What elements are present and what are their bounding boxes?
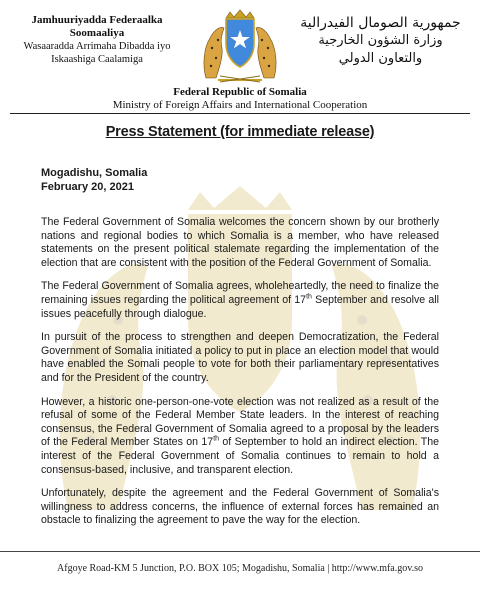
- paragraph-5: Unfortunately, despite the agreement and the Federal Government of Somalia's willingness to address concerns, the influence of external forces has remained an obstacle to finalizing the agreement to pave the way for the election.: [41, 487, 439, 527]
- footer-divider: [0, 551, 480, 552]
- header-ministry-title: Ministry of Foreign Affairs and International Cooperation: [112, 99, 368, 111]
- header-arabic-line-1: جمهورية الصومال الفيدرالية: [300, 15, 461, 31]
- somalia-coat-of-arms-icon: [196, 8, 284, 84]
- paragraph-2: The Federal Government of Somalia agrees, wholeheartedly, the need to finalize the remaining issues regarding the political agreement of 17th September and resolve all issues peacefully through dialogue.: [41, 280, 439, 320]
- dateline-date: February 20, 2021: [41, 181, 134, 193]
- header-arabic-line-3: والتعاون الدولي: [338, 51, 423, 66]
- paragraph-1: The Federal Government of Somalia welcomes the concern shown by our brotherly nations and regional bodies to which Somalia is a member, who have released statements on the present political stalemate regarding the implementation of the election that are consistent with the position of the Federal Government of Somalia.: [41, 216, 439, 269]
- header-somali-line-2: Wasaaradda Arrimaha Dibadda iyo: [23, 41, 171, 52]
- paragraph-4: However, a historic one-person-one-vote election was not realized as a result of the refusal of some of the Federal Member State leaders. In the interest of reaching consensus, the Federal Government of Somalia agreed to a proposal by the leaders of the Federal Member States on 17th of September to hold an indirect election. The interest of the Federal Government of Somalia continues to remain to hold a consensus-based, inclusive, and transparent election.: [41, 395, 439, 476]
- header-somali-line-3: Iskaashiga Caalamiga: [51, 54, 143, 65]
- paragraph-3: In pursuit of the process to strengthen and deepen Democratization, the Federal Government of Somalia initiated a policy to put in place an election model that would have enabled the Somali people to vote for both their parliamentary representatives and for the President of the country.: [41, 331, 439, 384]
- statement-body: [41, 216, 439, 538]
- header-somali-block: [12, 14, 182, 66]
- header-arabic-line-2: وزارة الشؤون الخارجية: [318, 33, 443, 48]
- press-statement-title: Press Statement (for immediate release): [105, 124, 375, 140]
- footer-address: Afgoye Road-KM 5 Junction, P.O. BOX 105; Mogadishu, Somalia | http://www.mfa.gov.so: [57, 563, 423, 574]
- header-country-title: Federal Republic of Somalia: [173, 86, 307, 98]
- header-arabic-block: [293, 14, 468, 68]
- dateline-place: Mogadishu, Somalia: [41, 167, 148, 179]
- header-somali-line-1: Jamhuuriyadda Federaalka Soomaaliya: [31, 14, 163, 39]
- header-divider: [10, 113, 470, 114]
